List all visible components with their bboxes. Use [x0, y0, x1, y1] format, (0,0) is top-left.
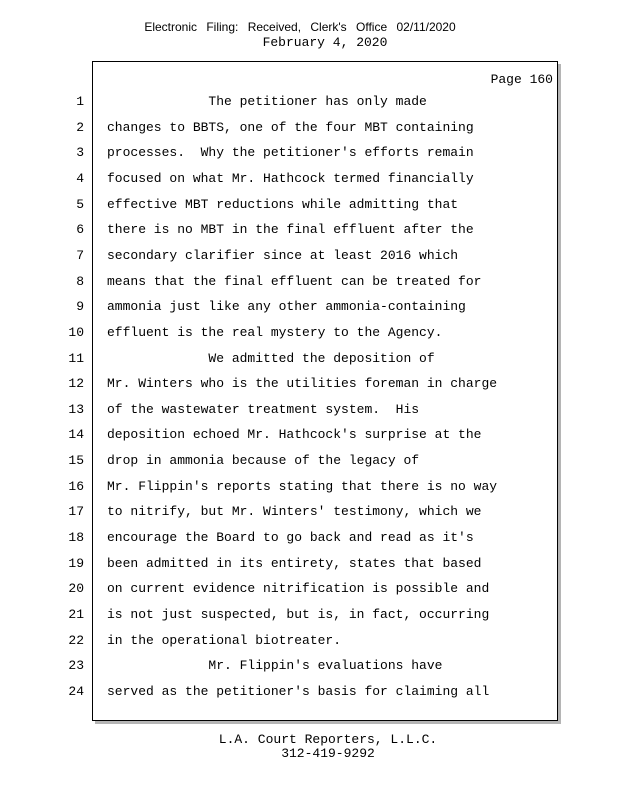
transcript-line: [0, 169, 618, 189]
line-text: Mr. Flippin's evaluations have: [107, 658, 443, 674]
line-number: 21: [68, 607, 84, 622]
line-text: encourage the Board to go back and read as it's: [107, 530, 474, 546]
transcript-line: [0, 425, 618, 445]
line-number: 12: [68, 376, 84, 392]
transcript-line: [0, 195, 618, 215]
transcript-line: [0, 502, 618, 522]
line-text: been admitted in its entirety, states that based: [107, 555, 482, 571]
line-number: 22: [68, 632, 84, 648]
footer: [0, 733, 618, 761]
transcript-line: [0, 323, 618, 343]
line-number: 17: [68, 504, 84, 520]
line-number: 5: [76, 196, 84, 212]
line-text: means that the final effluent can be treated for: [107, 273, 482, 289]
transcript-line: [0, 246, 618, 266]
line-number: 15: [68, 453, 84, 469]
transcript-line: [0, 349, 618, 369]
line-number: 8: [76, 273, 84, 289]
transcript-line: [0, 92, 618, 112]
line-text: deposition echoed Mr. Hathcock's surprise at the: [107, 427, 482, 443]
transcript-line: [0, 220, 618, 240]
line-text: effluent is the real mystery to the Agency.: [107, 324, 443, 340]
transcript-line: [0, 528, 618, 548]
transcript-line: [0, 605, 618, 625]
transcript-line: [0, 143, 618, 163]
line-number: 11: [68, 350, 84, 366]
line-number: 14: [68, 427, 84, 443]
line-text: of the wastewater treatment system. His: [107, 401, 420, 417]
line-text: to nitrify, but Mr. Winters' testimony, which we: [107, 504, 482, 520]
line-text: focused on what Mr. Hathcock termed financially: [107, 170, 474, 186]
line-text: on current evidence nitrification is possible and: [107, 581, 490, 597]
transcript-line: [0, 118, 618, 138]
line-text: changes to BBTS, one of the four MBT containing: [107, 119, 474, 135]
filing-stamp: Electronic Filing: Received, Clerk's Office 02/11/2020: [144, 20, 456, 34]
line-text: Mr. Flippin's reports stating that there is no way: [107, 478, 498, 494]
line-number: 10: [68, 324, 84, 340]
line-number: 16: [68, 478, 84, 494]
line-number: 13: [68, 401, 84, 417]
line-number: 9: [76, 299, 84, 315]
line-text: in the operational biotreater.: [107, 632, 342, 648]
line-text: Mr. Winters who is the utilities foreman in charge: [107, 376, 498, 392]
line-text: served as the petitioner's basis for claiming all: [107, 683, 490, 699]
line-number: 1: [76, 94, 84, 109]
footer-company: L.A. Court Reporters, L.L.C.: [218, 732, 438, 747]
transcript-line: [0, 272, 618, 292]
line-text: We admitted the deposition of: [107, 350, 435, 366]
line-number: 6: [76, 222, 84, 238]
line-text: there is no MBT in the final effluent after the: [107, 222, 474, 238]
line-text: ammonia just like any other ammonia-containing: [107, 299, 466, 315]
line-text: drop in ammonia because of the legacy of: [107, 453, 420, 469]
transcript-line: [0, 554, 618, 574]
transcript-line: [0, 477, 618, 497]
line-number: 7: [76, 247, 84, 263]
transcript-line: [0, 451, 618, 471]
line-number: 2: [76, 119, 84, 135]
line-number: 18: [68, 530, 84, 546]
transcript-line: [0, 682, 618, 702]
footer-phone: 312-419-9292: [281, 746, 375, 761]
line-text: secondary clarifier since at least 2016 which: [107, 247, 459, 263]
page-number: Page 160: [490, 72, 553, 87]
line-number: 19: [68, 555, 84, 571]
transcript-line: [0, 374, 618, 394]
line-number: 3: [76, 145, 84, 161]
transcript-line: [0, 400, 618, 420]
transcript-line: [0, 656, 618, 676]
line-number: 24: [68, 683, 84, 699]
transcript-line: [0, 297, 618, 317]
line-text: is not just suspected, but is, in fact, occurring: [107, 607, 490, 622]
line-text: processes. Why the petitioner's efforts remain: [107, 145, 474, 161]
line-text: The petitioner has only made: [107, 94, 427, 109]
line-text: effective MBT reductions while admitting that: [107, 196, 459, 212]
line-number: 23: [68, 658, 84, 674]
transcript-line: [0, 579, 618, 599]
line-number: 4: [76, 170, 84, 186]
line-number: 20: [68, 581, 84, 597]
transcript-line: [0, 631, 618, 651]
hearing-date: February 4, 2020: [262, 35, 388, 50]
